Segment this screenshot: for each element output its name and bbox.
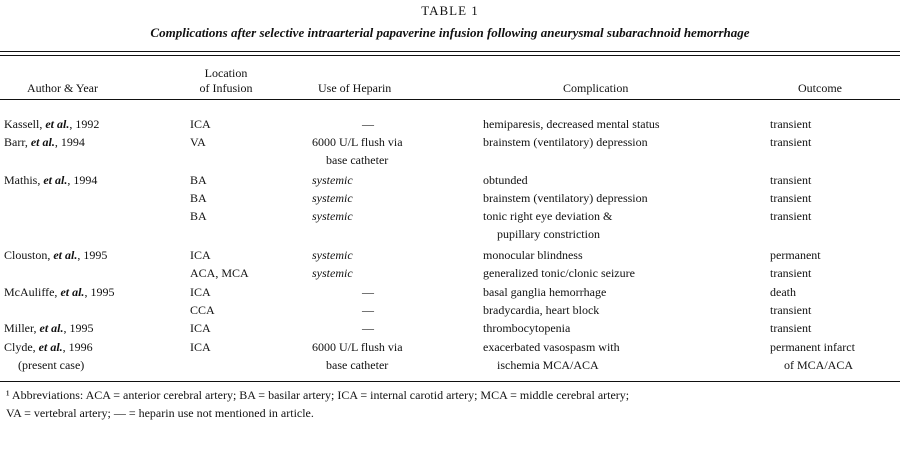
- author-name: Miller,: [4, 321, 40, 335]
- author-etal: et al.: [39, 321, 64, 335]
- cell-author: [4, 285, 114, 300]
- cell-location: VA: [190, 135, 206, 149]
- cell-heparin-cont: base catheter: [326, 358, 389, 372]
- author-etal: et al.: [53, 248, 78, 262]
- cell-heparin: systemic: [312, 191, 353, 205]
- author-name: Barr,: [4, 135, 31, 149]
- cell-complication: thrombocytopenia: [483, 321, 571, 335]
- cell-location: BA: [190, 191, 207, 205]
- author-year: , 1992: [69, 117, 100, 131]
- cell-heparin: systemic: [312, 173, 353, 187]
- author-etal: et al.: [45, 117, 70, 131]
- cell-location: ICA: [190, 321, 211, 335]
- cell-heparin: —: [362, 303, 374, 317]
- header-location: Location of Infusion: [199, 66, 253, 95]
- author-etal: et al.: [43, 173, 68, 187]
- cell-outcome: transient: [770, 209, 812, 223]
- header-outcome: Outcome: [798, 81, 842, 95]
- cell-location: CCA: [190, 303, 215, 317]
- footnote-line-1: ¹ Abbreviations: ACA = anterior cerebral artery; BA = basilar artery; ICA = internal carotid artery; MCA = middle cerebral artery;: [6, 388, 630, 402]
- cell-outcome: transient: [770, 117, 812, 131]
- bottom-rule: [0, 381, 900, 382]
- cell-complication: obtunded: [483, 173, 528, 187]
- cell-complication: generalized tonic/clonic seizure: [483, 266, 635, 280]
- header-heparin: Use of Heparin: [318, 81, 392, 95]
- cell-author-note: (present case): [18, 358, 85, 372]
- footnote-line-2: VA = vertebral artery; — = heparin use not mentioned in article.: [6, 406, 314, 420]
- author-name: Kassell,: [4, 117, 46, 131]
- cell-complication: exacerbated vasospasm with: [483, 340, 620, 354]
- cell-outcome: death: [770, 285, 796, 299]
- cell-complication: hemiparesis, decreased mental status: [483, 117, 660, 131]
- cell-heparin: systemic: [312, 248, 353, 262]
- cell-heparin: —: [362, 117, 374, 131]
- cell-outcome: transient: [770, 266, 812, 280]
- cell-outcome: permanent: [770, 248, 821, 262]
- author-year: , 1995: [63, 321, 94, 335]
- cell-author: [4, 135, 85, 150]
- author-name: Clouston,: [4, 248, 54, 262]
- cell-heparin: —: [362, 285, 374, 299]
- cell-outcome: transient: [770, 303, 812, 317]
- cell-heparin: 6000 U/L flush via: [312, 135, 403, 149]
- cell-heparin: —: [362, 321, 374, 335]
- cell-author: [4, 321, 94, 336]
- cell-complication: brainstem (ventilatory) depression: [483, 191, 648, 205]
- cell-author: [4, 340, 93, 355]
- cell-complication: bradycardia, heart block: [483, 303, 600, 317]
- cell-heparin: 6000 U/L flush via: [312, 340, 403, 354]
- cell-complication-cont: pupillary constriction: [497, 227, 600, 241]
- author-name: Clyde,: [4, 340, 39, 354]
- cell-location: BA: [190, 209, 207, 223]
- author-year: , 1994: [54, 135, 85, 149]
- cell-complication: monocular blindness: [483, 248, 583, 262]
- author-etal: et al.: [60, 285, 85, 299]
- cell-outcome-cont: of MCA/ACA: [784, 358, 854, 372]
- top-rule: [0, 51, 900, 52]
- header-rule: [0, 99, 900, 100]
- cell-outcome: transient: [770, 321, 812, 335]
- cell-complication: tonic right eye deviation &: [483, 209, 613, 223]
- cell-author: [4, 117, 99, 132]
- author-name: Mathis,: [4, 173, 44, 187]
- author-year: , 1996: [62, 340, 93, 354]
- cell-complication: brainstem (ventilatory) depression: [483, 135, 648, 149]
- author-etal: et al.: [30, 135, 55, 149]
- author-name: McAuliffe,: [4, 285, 61, 299]
- table-caption: Complications after selective intraarterial papaverine infusion following aneurysmal subarachnoid hemorrhage: [150, 25, 750, 40]
- top-rule-double: [0, 55, 900, 56]
- author-year: , 1994: [67, 173, 98, 187]
- cell-author: [4, 173, 97, 188]
- cell-complication-cont: ischemia MCA/ACA: [497, 358, 599, 372]
- cell-outcome: transient: [770, 173, 812, 187]
- cell-outcome: transient: [770, 191, 812, 205]
- cell-location: ICA: [190, 117, 211, 131]
- cell-heparin: systemic: [312, 266, 353, 280]
- cell-location: ICA: [190, 285, 211, 299]
- cell-author: [4, 248, 107, 263]
- cell-outcome: permanent infarct: [770, 340, 855, 354]
- cell-outcome: transient: [770, 135, 812, 149]
- cell-heparin-cont: base catheter: [326, 153, 389, 167]
- cell-location: ICA: [190, 248, 211, 262]
- cell-heparin: systemic: [312, 209, 353, 223]
- cell-location: ACA, MCA: [190, 266, 249, 280]
- author-etal: et al.: [38, 340, 63, 354]
- cell-complication: basal ganglia hemorrhage: [483, 285, 607, 299]
- table-number: TABLE 1: [421, 3, 479, 18]
- cell-location: BA: [190, 173, 207, 187]
- author-year: , 1995: [84, 285, 115, 299]
- header-complication: Complication: [563, 81, 629, 95]
- header-author: Author & Year: [27, 81, 98, 95]
- cell-location: ICA: [190, 340, 211, 354]
- author-year: , 1995: [77, 248, 108, 262]
